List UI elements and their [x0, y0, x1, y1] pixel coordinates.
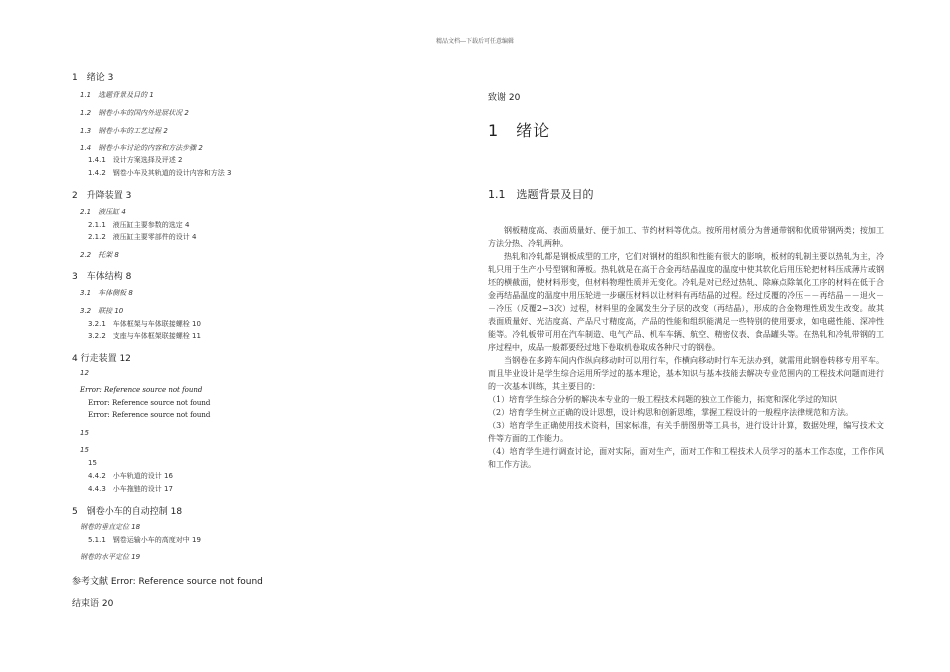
toc-entry: 1.4 钢卷小车讨论的内容和方法步骤 2 [80, 144, 203, 152]
toc-entry: 3.2.1 车体框架与车体联接螺栓 10 [88, 320, 201, 328]
toc-entry: 钢卷的垂直定位 18 [80, 523, 141, 531]
toc-entry: Error: Reference source not found [88, 411, 211, 419]
toc-entry: Error: Reference source not found [80, 386, 203, 394]
section-heading: 1.1 选题背景及目的 [488, 188, 594, 201]
toc-entry: 1 绪论 3 [72, 73, 114, 83]
paragraph: （3）培育学生正确使用技术资料，国家标准，有关手册图册等工具书，进行设计计算，数据处理，编写技术文件等方面的工作能力。 [488, 421, 884, 443]
toc-entry: 3 车体结构 8 [72, 272, 132, 282]
toc-entry: 15 [88, 459, 97, 467]
toc-entry: 15 [80, 446, 89, 454]
paragraph: 钢板精度高、表面质量好、便于加工、节约材料等优点。按所用材质分为普通带钢和优质带钢两类；按加工方法分热、冷轧两种。 [488, 226, 884, 248]
page-header: 精品文档---下载后可任意编辑 [435, 38, 515, 45]
toc-entry: 4.4.2 小车轨道的设计 16 [88, 472, 173, 480]
paragraph: （4）培育学生进行调查讨论，面对实际，面对生产，面对工作和工程技术人员学习的基本工作态度，工作作风和工作方法。 [488, 447, 884, 469]
paragraph: （1）培育学生综合分析的解决本专业的一般工程技术问题的独立工作能力，拓宽和深化学过的知识 [488, 395, 838, 404]
toc-entry: 结束语 20 [72, 599, 114, 609]
toc-entry: 5.1.1 钢卷运输小车的高度对中 19 [88, 536, 201, 544]
toc-entry: 2.1.1 液压缸主要参数的选定 4 [88, 221, 190, 229]
toc-entry: 2.2 托架 8 [80, 251, 119, 259]
chapter-heading: 1 绪论 [488, 121, 551, 140]
body-text [488, 224, 884, 471]
toc-entry: 12 [80, 369, 89, 377]
toc-entry: 1.4.1 设计方案选择及评述 2 [88, 156, 183, 164]
toc-entry: 1.3 钢卷小车的工艺过程 2 [80, 127, 168, 135]
toc-entry: 15 [80, 429, 89, 437]
toc-entry: 钢卷的水平定位 19 [80, 553, 141, 561]
toc-entry: 2 升降装置 3 [72, 191, 132, 201]
paragraph: （2）培育学生树立正确的设计思想，设计构思和创新思维，掌握工程设计的一般程序法律规范和方法。 [488, 408, 854, 417]
toc-entry: Error: Reference source not found [88, 399, 211, 407]
toc-entry: 2.1.2 液压缸主要零部件的设计 4 [88, 233, 197, 241]
toc-entry: 3.2 联接 10 [80, 307, 124, 315]
toc-entry: 1.1 选题背景及目的 1 [80, 91, 154, 99]
toc-entry: 4 行走装置 12 [72, 354, 131, 364]
toc-entry: 2.1 液压缸 4 [80, 208, 126, 216]
toc-entry: 3.2.2 支座与车体框架联接螺栓 11 [88, 332, 201, 340]
toc-entry: 1.4.2 钢卷小车及其轨道的设计内容和方法 3 [88, 169, 232, 177]
paragraph: 热轧和冷轧都是钢板成型的工序，它们对钢材的组织和性能有很大的影响，板材的轧制主要以热轧为主，冷轧只用于生产小号型钢和薄板。热轧就是在高于合金再结晶温度的温度中使其软化后用压轮把材料压成薄片或钢坯的横截面，使材料形变，但材料物理性质并无变化。冷轧是对已经过热轧、除麻点除氧化工序的材料在低于合金再结晶温度的温度中用压轮进一步碾压材料以让材料有再结晶的过程。经过反覆的冷压－－再结晶－－退火－－冷压（反覆2~3次）过程，材料里的金属发生分子层的改变（再结晶），形成的合金物理性质发生改变。故其表面质量好、光洁度高、产品尺寸精度高，产品的性能和组织能满足一些特别的使用要求，如电磁性能、深冲性能等。冷轧板带可用在汽车制造、电气产品、机车车辆、航空、精密仪表、食品罐头等。在热轧和冷轧带钢的工序过程中，成品一般都要经过地下卷取机卷取成各种尺寸的钢卷。 [488, 252, 884, 352]
toc-entry: 参考文献 Error: Reference source not found [72, 577, 263, 587]
toc-entry: 4.4.3 小车拖链的设计 17 [88, 485, 173, 493]
toc-entry: 1.2 钢卷小车的国内外进展状况 2 [80, 109, 189, 117]
toc-entry: 5 钢卷小车的自动控制 18 [72, 507, 183, 517]
toc-entry: 3.1 车体侧板 8 [80, 289, 133, 297]
paragraph: 当钢卷在多跨车间内作纵向移动时可以用行车，作横向移动时行车无法办到，就需用此钢卷转移专用平车。而且毕业设计是学生综合运用所学过的基本理论，基本知识与基本技能去解决专业范围内的工程技术问题而进行的一次基本训练，其主要目的： [488, 356, 884, 391]
acknowledgement-entry: 致谢 20 [488, 93, 521, 103]
